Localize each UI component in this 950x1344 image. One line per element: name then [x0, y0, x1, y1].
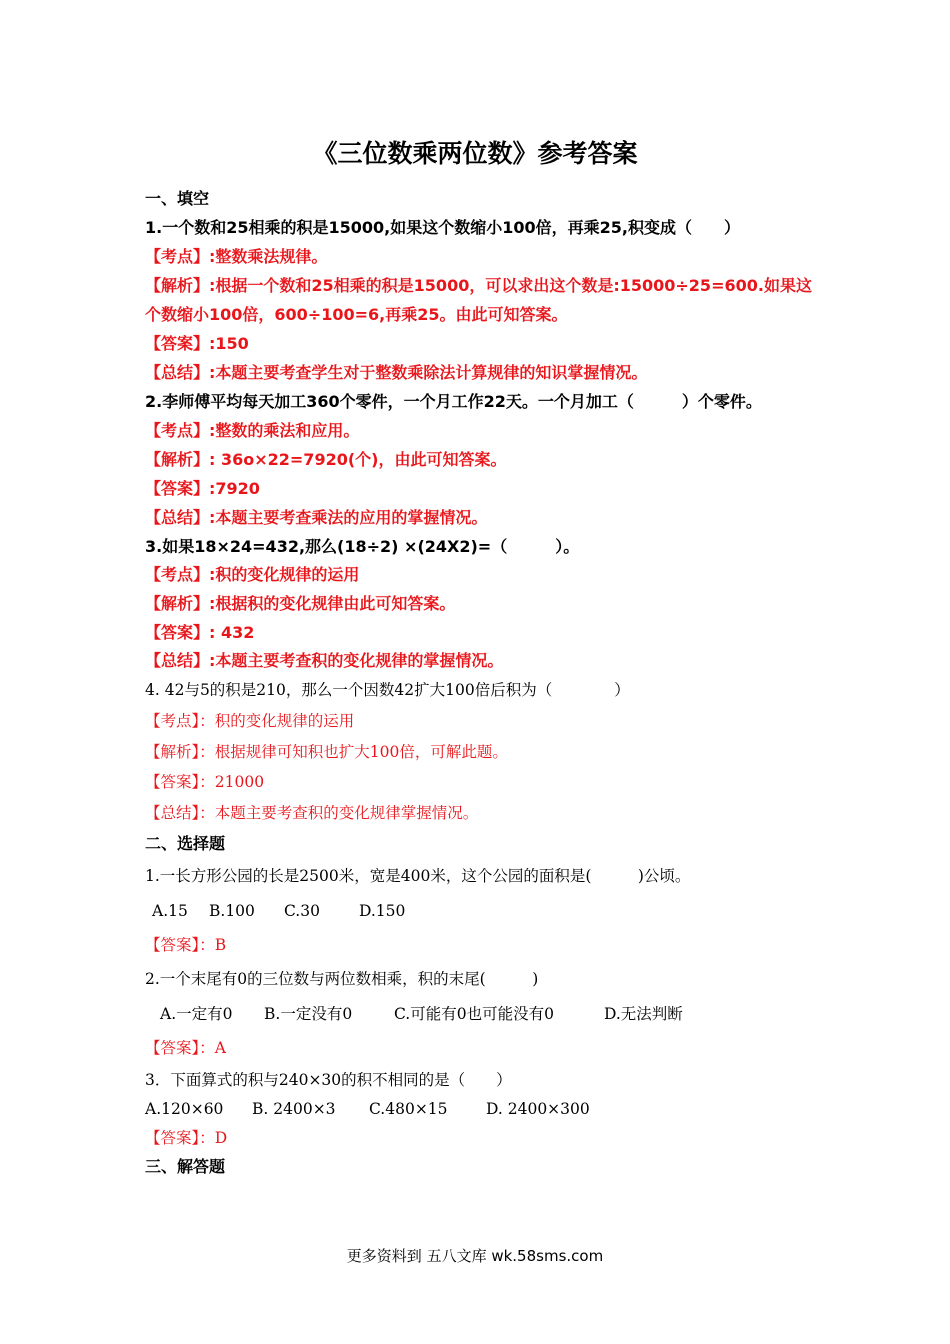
choice-1-options [152, 900, 405, 922]
q1-jiexi-line2: 个数缩小100倍，600÷100=6,再乘25。由此可知答案。 [145, 305, 568, 324]
q4-summary: 【总结】：本题主要考查积的变化规律掌握情况。 [145, 804, 479, 822]
option-c: C.480×15 [369, 1100, 448, 1118]
choice-3-text: 3．下面算式的积与240×30的积不相同的是（ ） [145, 1071, 512, 1089]
option-b: B.100 [209, 902, 255, 920]
q4-kaodian: 【考点】：积的变化规律的运用 [145, 712, 355, 730]
page-title: 《三位数乘两位数》参考答案 [312, 139, 638, 168]
q3-answer: 【答案】: 432 [145, 623, 255, 642]
q1-answer: 【答案】:150 [145, 334, 249, 353]
question-3-text: 3.如果18×24=432,那么(18÷2) ×(24X2)=（ ）。 [145, 537, 580, 556]
section-heading-choice: 二、选择题 [145, 834, 226, 853]
choice-3-options [145, 1098, 590, 1120]
choice-2-answer: 【答案】：A [145, 1039, 226, 1057]
q1-kaodian: 【考点】:整数乘法规律。 [145, 247, 328, 266]
q2-kaodian: 【考点】:整数的乘法和应用。 [145, 421, 360, 440]
q1-summary: 【总结】:本题主要考查学生对于整数乘除法计算规律的知识掌握情况。 [145, 363, 648, 382]
choice-1-text: 1.一长方形公园的长是2500米，宽是400米，这个公园的面积是( )公顷。 [145, 867, 691, 885]
page-footer: 更多资料到 五八文库 wk.58sms.com [346, 1247, 604, 1265]
choice-1-answer: 【答案】：B [145, 936, 227, 954]
option-c: C.可能有0也可能没有0 [394, 1005, 554, 1023]
choice-2-options [160, 1003, 683, 1025]
question-2-text: 2.李师傅平均每天加工360个零件，一个月工作22天。一个月加工（ ）个零件。 [145, 392, 762, 411]
option-b: B.一定没有0 [264, 1005, 353, 1023]
q3-summary: 【总结】:本题主要考查积的变化规律的掌握情况。 [145, 651, 504, 670]
option-d: D.150 [359, 902, 406, 920]
q3-jiexi: 【解析】:根据积的变化规律由此可知答案。 [145, 594, 456, 613]
question-1-text: 1.一个数和25相乘的积是15000,如果这个数缩小100倍，再乘25,积变成（ ） [145, 218, 740, 237]
question-4-text: 4. 42与5的积是210，那么一个因数42扩大100倍后积为（ ） [145, 681, 630, 699]
option-a: A.一定有0 [160, 1005, 233, 1023]
q1-jiexi-line1: 【解析】:根据一个数和25相乘的积是15000，可以求出这个数是:15000÷25=600.如果这 [145, 276, 812, 295]
choice-3-answer: 【答案】：D [145, 1129, 228, 1147]
q3-kaodian: 【考点】:积的变化规律的运用 [145, 565, 360, 584]
choice-2-text: 2.一个末尾有0的三位数与两位数相乘，积的末尾( ) [145, 970, 539, 988]
q2-answer: 【答案】:7920 [145, 479, 260, 498]
option-d: D. 2400×300 [486, 1100, 590, 1118]
option-d: D.无法判断 [604, 1005, 683, 1023]
q4-jiexi: 【解析】：根据规律可知积也扩大100倍，可解此题。 [145, 743, 508, 761]
option-b: B. 2400×3 [252, 1100, 336, 1118]
section-heading-fill-blank: 一、填空 [145, 189, 210, 208]
section-heading-solve: 三、解答题 [145, 1157, 226, 1176]
option-a: A.15 [152, 902, 188, 920]
option-a: A.120×60 [145, 1100, 224, 1118]
q2-jiexi: 【解析】: 36o×22=7920(个)，由此可知答案。 [145, 450, 507, 469]
q2-summary: 【总结】:本题主要考查乘法的应用的掌握情况。 [145, 508, 488, 527]
option-c: C.30 [284, 902, 320, 920]
q4-answer: 【答案】：21000 [145, 773, 265, 791]
